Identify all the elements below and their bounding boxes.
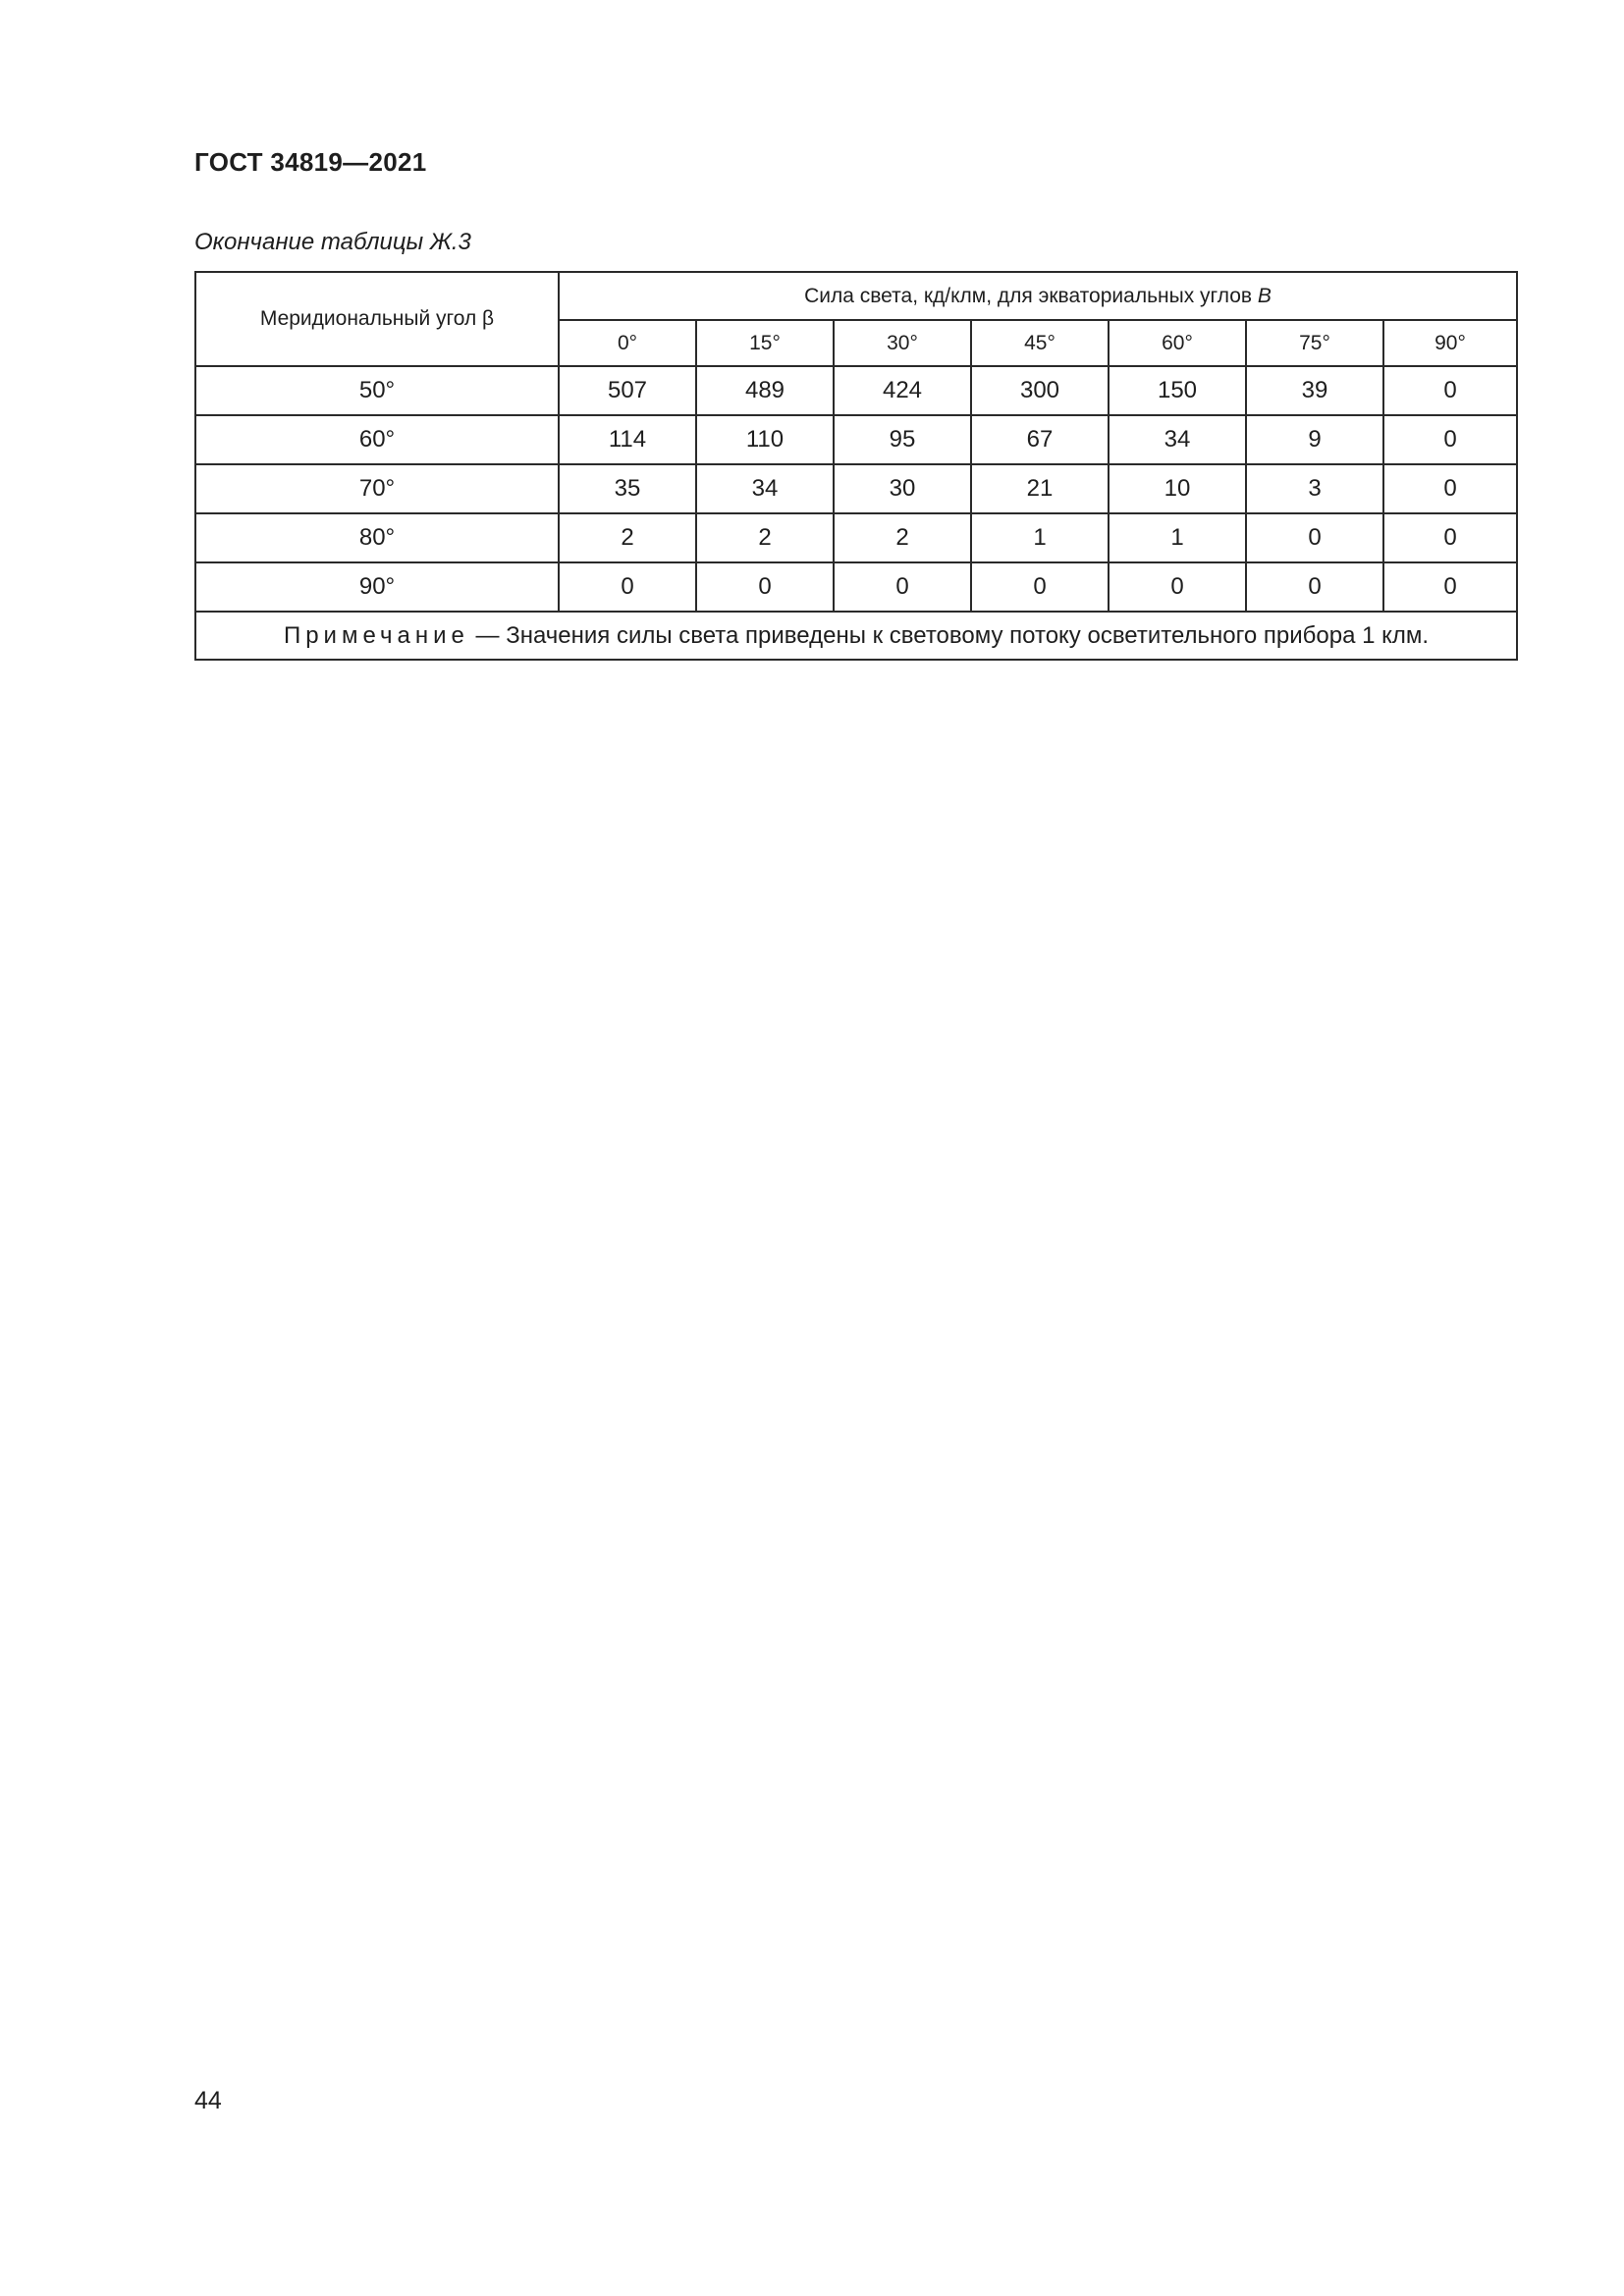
value-cell: 489 — [696, 366, 834, 415]
row-angle-cell: 60° — [195, 415, 559, 464]
value-cell: 30 — [834, 464, 971, 513]
value-cell: 9 — [1246, 415, 1383, 464]
value-cell: 300 — [971, 366, 1109, 415]
value-cell: 34 — [696, 464, 834, 513]
value-cell: 3 — [1246, 464, 1383, 513]
value-cell: 21 — [971, 464, 1109, 513]
value-cell: 10 — [1109, 464, 1246, 513]
value-cell: 0 — [696, 562, 834, 612]
column-header: 0° — [559, 320, 696, 366]
value-cell: 150 — [1109, 366, 1246, 415]
value-cell: 67 — [971, 415, 1109, 464]
group-header — [559, 272, 1517, 320]
column-header: 60° — [1109, 320, 1246, 366]
value-cell: 2 — [834, 513, 971, 562]
value-cell: 0 — [1383, 415, 1517, 464]
note-text: — Значения силы света приведены к световому потоку осветительного прибора 1 клм. — [468, 621, 1430, 649]
value-cell: 0 — [1383, 464, 1517, 513]
column-header: 90° — [1383, 320, 1517, 366]
table-row — [195, 464, 1517, 513]
value-cell: 1 — [971, 513, 1109, 562]
table-row — [195, 366, 1517, 415]
group-header-variable: B — [1257, 284, 1272, 307]
value-cell: 39 — [1246, 366, 1383, 415]
value-cell: 0 — [1383, 366, 1517, 415]
note-label: Примечание — [283, 621, 469, 649]
value-cell: 95 — [834, 415, 971, 464]
value-cell: 0 — [1383, 562, 1517, 612]
value-cell: 0 — [834, 562, 971, 612]
document-code: ГОСТ 34819—2021 — [194, 147, 427, 177]
table-caption: Окончание таблицы Ж.3 — [194, 229, 471, 255]
row-angle-cell: 50° — [195, 366, 559, 415]
column-header: 45° — [971, 320, 1109, 366]
value-cell: 0 — [971, 562, 1109, 612]
corner-header: Меридиональный угол β — [195, 272, 559, 366]
value-cell: 0 — [1246, 513, 1383, 562]
table-row — [195, 513, 1517, 562]
page-number: 44 — [194, 2087, 222, 2114]
value-cell: 2 — [696, 513, 834, 562]
value-cell: 114 — [559, 415, 696, 464]
column-header: 30° — [834, 320, 971, 366]
value-cell: 110 — [696, 415, 834, 464]
table-row — [195, 562, 1517, 612]
table-body — [195, 366, 1517, 612]
column-header: 75° — [1246, 320, 1383, 366]
value-cell: 0 — [1109, 562, 1246, 612]
luminous-intensity-table — [194, 271, 1518, 661]
group-header-text: Сила света, кд/клм, для экваториальных углов — [804, 284, 1258, 307]
row-angle-cell: 70° — [195, 464, 559, 513]
table-note — [195, 612, 1517, 660]
value-cell: 0 — [559, 562, 696, 612]
value-cell: 35 — [559, 464, 696, 513]
table-row — [195, 415, 1517, 464]
value-cell: 507 — [559, 366, 696, 415]
row-angle-cell: 80° — [195, 513, 559, 562]
row-angle-cell: 90° — [195, 562, 559, 612]
value-cell: 0 — [1383, 513, 1517, 562]
value-cell: 1 — [1109, 513, 1246, 562]
value-cell: 424 — [834, 366, 971, 415]
value-cell: 2 — [559, 513, 696, 562]
column-header: 15° — [696, 320, 834, 366]
value-cell: 34 — [1109, 415, 1246, 464]
value-cell: 0 — [1246, 562, 1383, 612]
